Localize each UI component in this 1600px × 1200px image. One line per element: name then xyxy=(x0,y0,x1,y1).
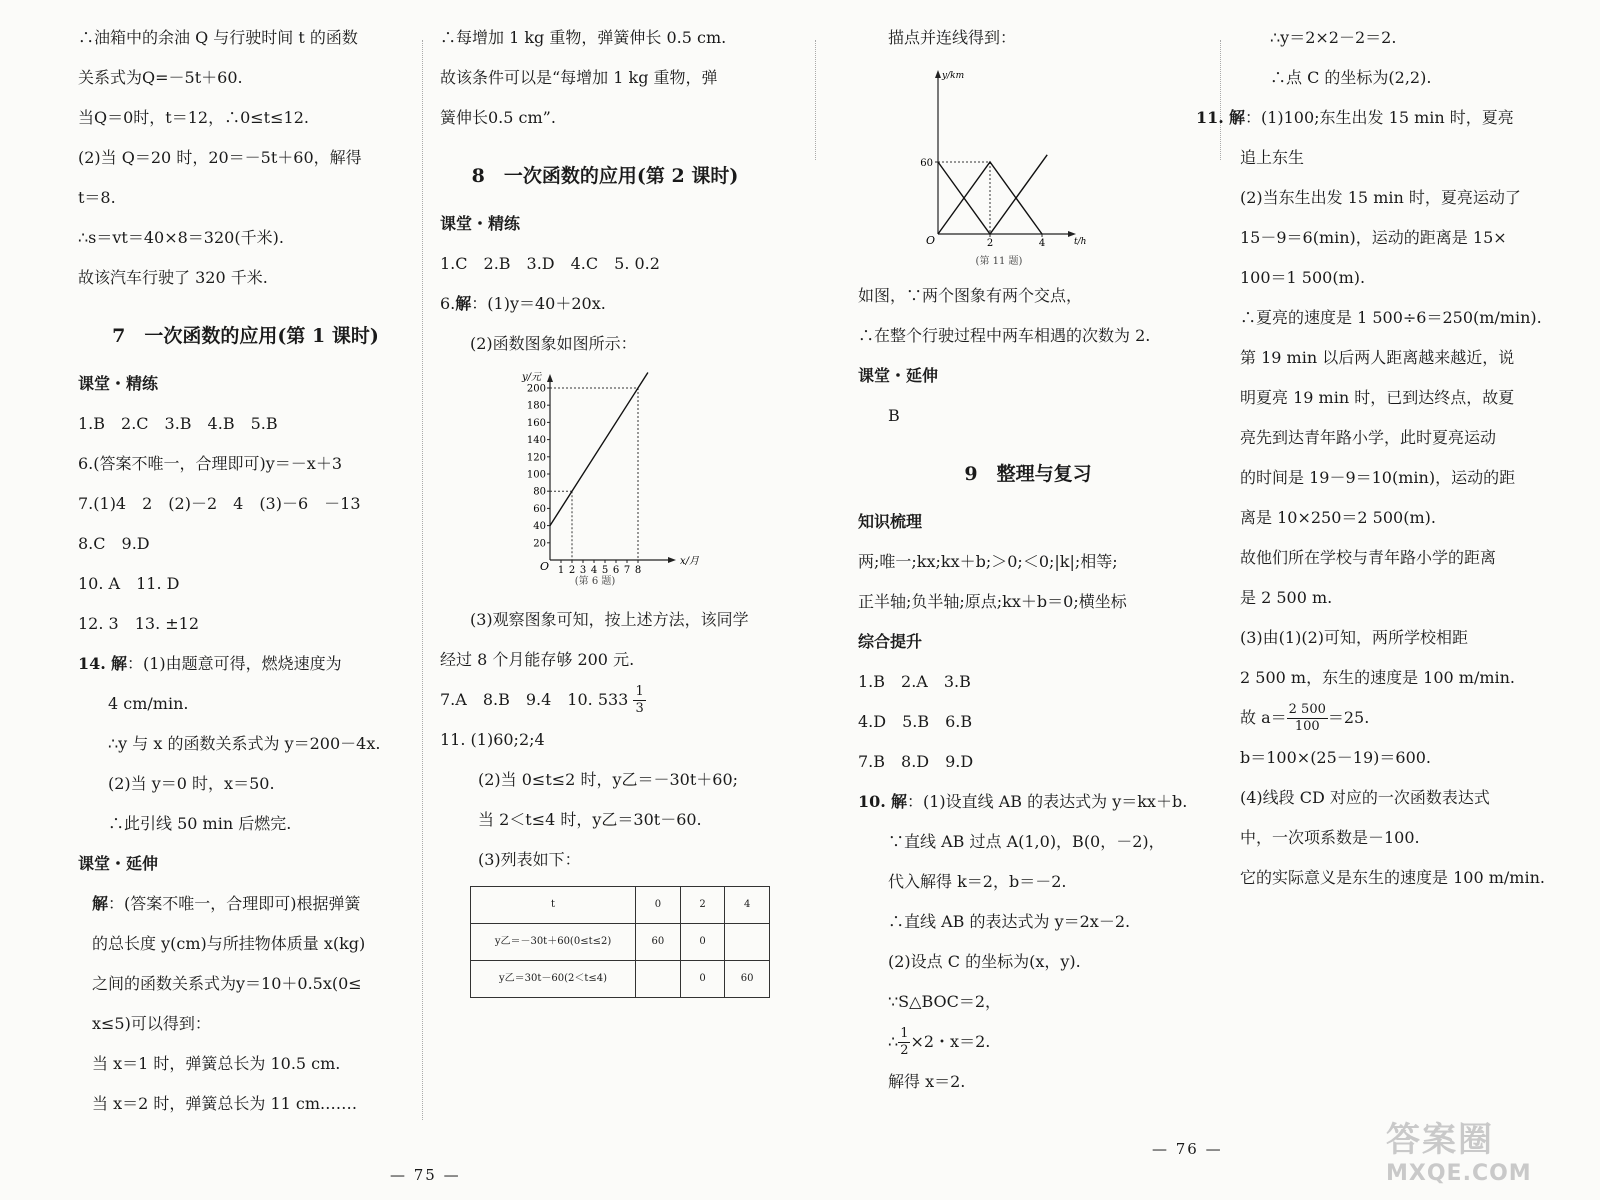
section-heading: 8 一次函数的应用(第 2 课时) xyxy=(471,165,739,187)
subsection-title: 课堂・延伸 xyxy=(858,366,939,385)
fraction-numerator: 1 xyxy=(900,1026,909,1041)
fraction-denominator: 100 xyxy=(1294,719,1320,734)
subsection-title: 课堂・精练 xyxy=(440,214,521,233)
x-axis-label: x/月 xyxy=(680,556,700,567)
solution-marker: 解 xyxy=(890,792,907,811)
x-tick-label: 2 xyxy=(568,565,576,574)
text-run: ∴ xyxy=(888,1032,899,1051)
y-axis-arrow xyxy=(935,70,941,78)
x-tick-label: 6 xyxy=(612,565,620,574)
text-line: 1.B 2.A 3.B xyxy=(858,672,971,691)
section-heading: 9 整理与复习 xyxy=(964,463,1092,485)
table-cell: 0 xyxy=(680,961,725,998)
solution-marker: 解 xyxy=(1228,108,1245,127)
text-line xyxy=(78,884,413,924)
x-tick-label: 3 xyxy=(579,565,587,574)
x-tick-label: 5 xyxy=(601,565,609,574)
item-number: 14. xyxy=(78,654,106,673)
table-cell xyxy=(725,924,770,961)
text-line: 6.(答案不唯一，合理即可)y＝－x＋3 xyxy=(78,454,342,473)
origin-label: O xyxy=(926,234,936,247)
text-line: 它的实际意义是东生的速度是 100 m/min. xyxy=(1240,868,1545,887)
y-axis-arrow xyxy=(547,374,553,382)
y-tick-label: 140 xyxy=(526,435,546,447)
text-line: (3)列表如下： xyxy=(478,850,581,869)
text-line: (3)由(1)(2)可知，两所学校相距 xyxy=(1240,628,1468,647)
table-cell: 60 xyxy=(636,924,681,961)
text-run: 7.A 8.B 9.4 10. 533 xyxy=(440,690,629,709)
table-cell: 0 xyxy=(680,924,725,961)
table-cell: 4 xyxy=(725,887,770,924)
text-line: 的总长度 y(cm)与所挂物体质量 x(kg) xyxy=(92,934,366,953)
y-tick-label: 60 xyxy=(920,158,933,169)
column-2 xyxy=(440,18,770,998)
y-tick-label: 100 xyxy=(526,469,546,481)
text-line: 4.D 5.B 6.B xyxy=(858,712,973,731)
fraction-denominator: 3 xyxy=(635,701,644,716)
text-line: 中，一次项系数是－100. xyxy=(1240,828,1420,847)
y-tick-label: 40 xyxy=(533,521,546,533)
line-chart xyxy=(440,364,770,574)
text-line: 如图，∵两个图象有两个交点， xyxy=(858,286,1083,305)
table-row xyxy=(471,924,770,961)
page-number: — 75 — xyxy=(390,1166,461,1184)
text-line xyxy=(1196,98,1560,138)
text-line xyxy=(1240,698,1560,738)
text-line: 描点并连线得到： xyxy=(888,28,1017,47)
text-line: ∴此引线 50 min 后燃完. xyxy=(108,814,292,833)
text-line: ∵直线 AB 过点 A(1,0)，B(0，－2)， xyxy=(888,832,1165,851)
y-tick-label: 120 xyxy=(526,452,546,464)
table-cell: y乙＝30t－60(2＜t≤4) xyxy=(471,961,636,998)
x-axis-label: t/h xyxy=(1074,237,1087,247)
solution-marker: 解 xyxy=(110,654,127,673)
y-tick-label: 180 xyxy=(526,400,546,412)
text-line: 是 2 500 m. xyxy=(1240,588,1333,607)
text-line: ∴y＝2×2－2＝2. xyxy=(1270,28,1397,47)
origin-label: O xyxy=(540,560,550,573)
text-line: 两;唯一;kx;kx＋b;＞0;＜0;|k|;相等; xyxy=(858,552,1118,571)
text-run: ×2・x＝2. xyxy=(910,1032,991,1051)
text-line: t＝8. xyxy=(78,188,116,207)
text-line: 的时间是 19－9＝10(min)，运动的距 xyxy=(1240,468,1516,487)
text-line: 故他们所在学校与青年路小学的距离 xyxy=(1240,548,1497,567)
text-line: 15－9＝6(min)，运动的距离是 15× xyxy=(1240,228,1507,247)
column-divider xyxy=(422,40,423,1120)
table-cell: 2 xyxy=(680,887,725,924)
text-line: 第 19 min 以后两人距离越来越近，说 xyxy=(1240,348,1515,367)
x-tick-label: 7 xyxy=(623,565,631,574)
x-tick-label: 8 xyxy=(634,565,642,574)
table-cell: 0 xyxy=(636,887,681,924)
text-line: 11. (1)60;2;4 xyxy=(440,730,545,749)
text-line: 当 2＜t≤4 时，y乙＝30t－60. xyxy=(478,810,702,829)
table-cell: y乙＝－30t＋60(0≤t≤2) xyxy=(471,924,636,961)
text-line: (2)当 y＝0 时，x＝50. xyxy=(108,774,275,793)
text-line: (2)当 Q＝20 时，20＝－5t＋60，解得 xyxy=(78,148,362,167)
fraction xyxy=(1287,702,1328,735)
text-line: 1.C 2.B 3.D 4.C 5. 0.2 xyxy=(440,254,660,273)
table-cell: t xyxy=(471,887,636,924)
text-line: 12. 3 13. ±12 xyxy=(78,614,200,633)
table-cell: 60 xyxy=(725,961,770,998)
x-tick-label: 2 xyxy=(986,238,994,249)
text-line: 解得 x＝2. xyxy=(888,1072,966,1091)
y-tick-label: 80 xyxy=(533,486,546,498)
text-line xyxy=(858,782,1198,822)
text-line: 2 500 m，东生的速度是 100 m/min. xyxy=(1240,668,1516,687)
y-tick-label: 20 xyxy=(533,538,546,550)
x-tick-label: 4 xyxy=(1038,238,1046,249)
watermark-logo: 答案圈 MXQE.COM xyxy=(1386,1120,1532,1186)
fraction xyxy=(633,684,645,717)
value-table xyxy=(470,886,770,998)
text-line: ∴油箱中的余油 Q 与行驶时间 t 的函数 xyxy=(78,28,358,47)
text-line: b＝100×(25－19)＝600. xyxy=(1240,748,1432,767)
text-run: 故 a＝ xyxy=(1240,708,1287,727)
series-line xyxy=(550,373,648,526)
text-line: 故该汽车行驶了 320 千米. xyxy=(78,268,268,287)
table-row xyxy=(471,961,770,998)
center-fold xyxy=(815,40,816,160)
figure-caption: (第 6 题) xyxy=(574,576,616,587)
figure-11 xyxy=(858,58,1198,276)
column-4 xyxy=(1196,18,1560,898)
text-line: 经过 8 个月能存够 200 元. xyxy=(440,650,635,669)
fraction-numerator: 1 xyxy=(635,684,644,699)
text-line: 当 x＝2 时，弹簧总长为 11 cm.…… xyxy=(92,1094,358,1113)
fraction xyxy=(898,1026,910,1059)
text-line: (2)函数图象如图所示： xyxy=(470,334,637,353)
text-line: x≤5)可以得到： xyxy=(92,1014,211,1033)
text-line: 7.(1)4 2 (2)－2 4 (3)－6 －13 xyxy=(78,494,361,513)
text-line: 100＝1 500(m). xyxy=(1240,268,1366,287)
text-run: ：(1)由题意可得，燃烧速度为 xyxy=(126,654,342,673)
line-chart xyxy=(858,58,1198,258)
figure-caption: (第 11 题) xyxy=(975,256,1023,267)
text-run: ：(1)设直线 AB 的表达式为 y＝kx＋b. xyxy=(906,792,1188,811)
text-line: ∴夏亮的速度是 1 500÷6＝250(m/min). xyxy=(1240,308,1542,327)
text-line: 4 cm/min. xyxy=(108,694,189,713)
text-line xyxy=(858,1022,1198,1062)
text-line: 故该条件可以是“每增加 1 kg 重物，弹 xyxy=(440,68,718,87)
text-line: 亮先到达青年路小学，此时夏亮运动 xyxy=(1240,428,1497,447)
fraction-denominator: 2 xyxy=(900,1043,909,1058)
text-run: ＝25. xyxy=(1327,708,1370,727)
text-line: 离是 10×250＝2 500(m). xyxy=(1240,508,1436,527)
table-header-row xyxy=(471,887,770,924)
text-line: (2)当 0≤t≤2 时，y乙＝－30t＋60; xyxy=(478,770,739,789)
text-line: (2)当东生出发 15 min 时，夏亮运动了 xyxy=(1240,188,1521,207)
text-line: 10. A 11. D xyxy=(78,574,180,593)
text-line: ∵S△BOC＝2， xyxy=(888,992,1002,1011)
x-tick-label: 1 xyxy=(557,565,565,574)
text-line: ∴s＝vt＝40×8＝320(千米). xyxy=(78,228,284,247)
text-line: 当Q＝0时，t＝12，∴0≤t≤12. xyxy=(78,108,309,127)
text-run: ：(1)y＝40＋20x. xyxy=(471,294,606,313)
text-line: (4)线段 CD 对应的一次函数表达式 xyxy=(1240,788,1490,807)
text-line xyxy=(78,644,413,684)
y-axis-label: y/km xyxy=(942,71,965,81)
item-number: 10. xyxy=(858,792,886,811)
x-axis-arrow xyxy=(668,557,676,563)
section-heading: 7 一次函数的应用(第 1 课时) xyxy=(112,325,379,347)
y-axis-label: y/元 xyxy=(522,372,542,383)
text-line xyxy=(440,284,770,324)
text-line: 明夏亮 19 min 时，已到达终点，故夏 xyxy=(1240,388,1515,407)
text-line: 簧伸长0.5 cm”. xyxy=(440,108,556,127)
column-3 xyxy=(858,18,1198,1102)
text-line: 代入解得 k＝2，b＝－2. xyxy=(888,872,1067,891)
text-line: 7.B 8.D 9.D xyxy=(858,752,974,771)
text-run: ：(答案不唯一，合理即可)根据弹簧 xyxy=(108,894,361,913)
item-number: 11. xyxy=(1196,108,1224,127)
y-tick-label: 160 xyxy=(526,417,546,429)
solution-marker: 解 xyxy=(92,894,109,913)
text-line: ∴点 C 的坐标为(2,2). xyxy=(1270,68,1432,87)
subsection-title: 课堂・精练 xyxy=(78,374,159,393)
y-tick-label: 60 xyxy=(533,503,546,515)
fraction-numerator: 2 500 xyxy=(1288,702,1326,717)
text-line: 关系式为Q=－5t＋60. xyxy=(78,68,243,87)
text-line: (2)设点 C 的坐标为(x，y). xyxy=(888,952,1081,971)
text-line: 追上东生 xyxy=(1240,148,1305,167)
solution-marker: 解 xyxy=(455,294,472,313)
text-line: ∴在整个行驶过程中两车相遇的次数为 2. xyxy=(858,326,1151,345)
subsection-title: 课堂・延伸 xyxy=(78,854,159,873)
text-run: ：(1)100;东生出发 15 min 时，夏亮 xyxy=(1244,108,1514,127)
text-line: 当 x＝1 时，弹簧总长为 10.5 cm. xyxy=(92,1054,341,1073)
item-number: 6. xyxy=(440,294,456,313)
subsection-title: 综合提升 xyxy=(858,632,923,651)
figure-6 xyxy=(440,364,770,587)
x-tick-label: 4 xyxy=(590,565,598,574)
text-line: (3)观察图象可知，按上述方法，该同学 xyxy=(470,610,749,629)
text-line: 之间的函数关系式为y＝10＋0.5x(0≤ xyxy=(92,974,362,993)
text-line: 8.C 9.D xyxy=(78,534,150,553)
subsection-title: 知识梳理 xyxy=(858,512,923,531)
text-line: 正半轴;负半轴;原点;kx＋b＝0;横坐标 xyxy=(858,592,1127,611)
text-line: ∴每增加 1 kg 重物，弹簧伸长 0.5 cm. xyxy=(440,28,727,47)
text-line: ∴y 与 x 的函数关系式为 y＝200－4x. xyxy=(108,734,381,753)
text-line: 1.B 2.C 3.B 4.B 5.B xyxy=(78,414,278,433)
table-cell xyxy=(636,961,681,998)
y-tick-label: 200 xyxy=(526,383,546,395)
column-1 xyxy=(78,18,413,1124)
page-number: — 76 — xyxy=(1152,1140,1223,1158)
text-line: ∴直线 AB 的表达式为 y＝2x－2. xyxy=(888,912,1131,931)
text-line: B xyxy=(888,406,900,425)
text-line xyxy=(440,680,770,720)
